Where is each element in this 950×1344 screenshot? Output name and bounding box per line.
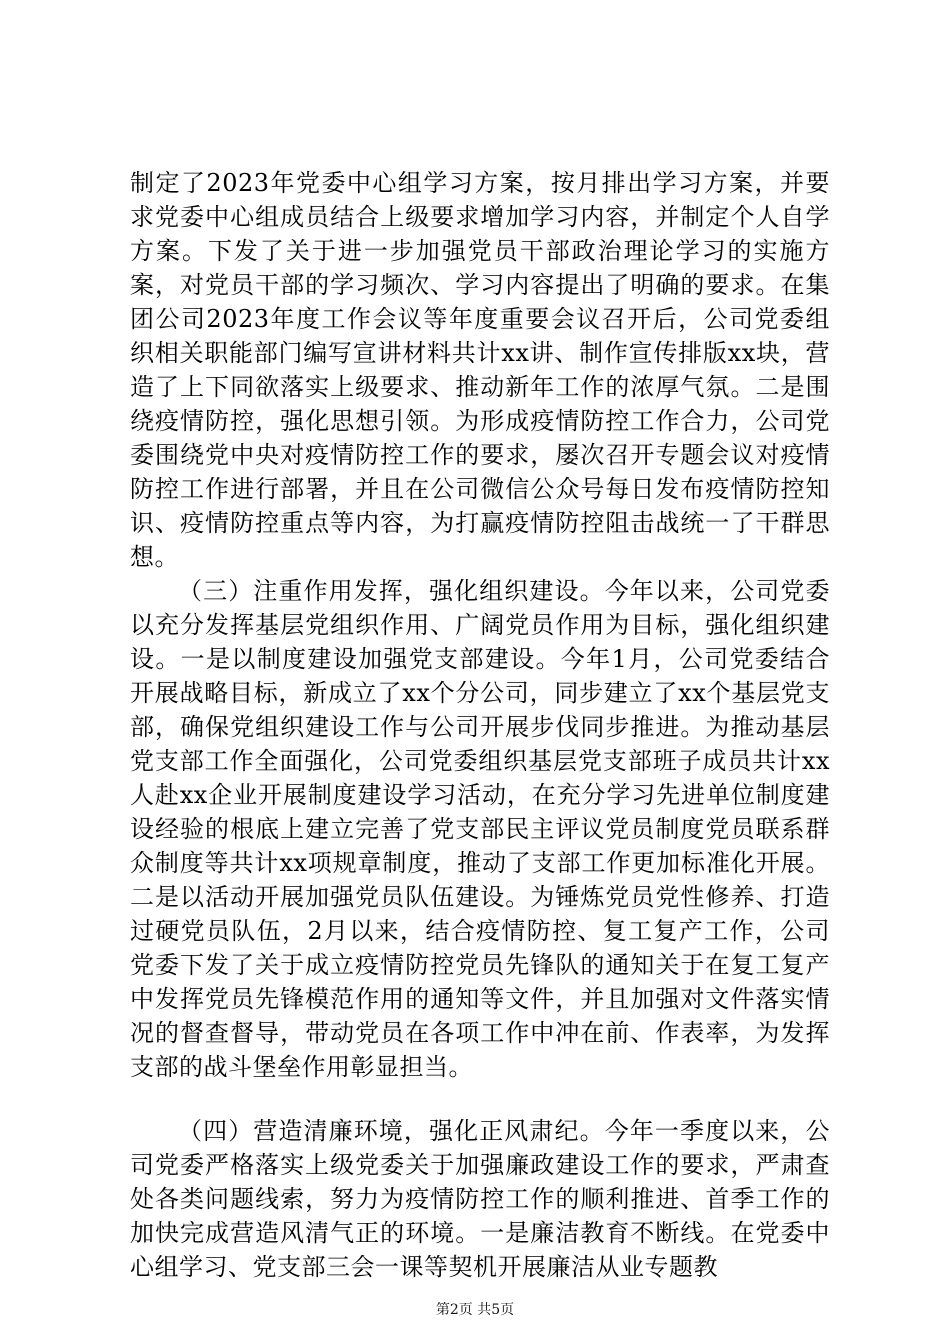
document-body (130, 166, 830, 1284)
paragraph-organization-building: （三）注重作用发挥，强化组织建设。今年以来，公司党委以充分发挥基层党组织作用、广阔党员作用为目标，强化组织建设。一是以制度建设加强党支部建设。今年1月，公司党委结合开展战略目标，新成立了xx个分公司，同步建立了xx个基层党支部，确保党组织建设工作与公司开展步伐同步推进。为推动基层党支部工作全面强化，公司党委组织基层党支部班子成员共计xx人赴xx企业开展制度建设学习活动，在充分学习先进单位制度建设经验的根底上建立完善了党支部民主评议党员制度党员联系群众制度等共计xx项规章制度，推动了支部工作更加标准化开展。二是以活动开展加强党员队伍建设。为锤炼党员党性修养、打造过硬党员队伍，2月以来，结合疫情防控、复工复产工作，公司党委下发了关于成立疫情防控党员先锋队的通知关于在复工复产中发挥党员先锋模范作用的通知等文件，并且加强对文件落实情况的督查督导，带动党员在各项工作中冲在前、作表率，为发挥支部的战斗堡垒作用彰显担当。 (130, 577, 830, 1081)
paragraph-integrity-environment: （四）营造清廉环境，强化正风肃纪。今年一季度以来，公司党委严格落实上级党委关于加强廉政建设工作的要求，严肃查处各类问题线索，努力为疫情防控工作的顺利推进、首季工作的加快完成营造风清气正的环境。一是廉洁教育不断线。在党委中心组学习、党支部三会一课等契机开展廉洁从业专题教 (130, 1117, 830, 1281)
paragraph-study-plan: 制定了2023年党委中心组学习方案，按月排出学习方案，并要求党委中心组成员结合上级要求增加学习内容，并制定个人自学方案。下发了关于进一步加强党员干部政治理论学习的实施方案，对党员干部的学习频次、学习内容提出了明确的要求。在集团公司2023年度工作会议等年度重要会议召开后，公司党委组织相关职能部门编写宣讲材料共计xx讲、制作宣传排版xx块，营造了上下同欲落实上级要求、推动新年工作的浓厚气氛。二是围绕疫情防控，强化思想引领。为形成疫情防控工作合力，公司党委围绕党中央对疫情防控工作的要求，屡次召开专题会议对疫情防控工作进行部署，并且在公司微信公众号每日发布疫情防控知识、疫情防控重点等内容，为打赢疫情防控阻击战统一了干群思想。 (130, 169, 830, 571)
page-number-footer: 第2页 共5页 (435, 1302, 515, 1318)
